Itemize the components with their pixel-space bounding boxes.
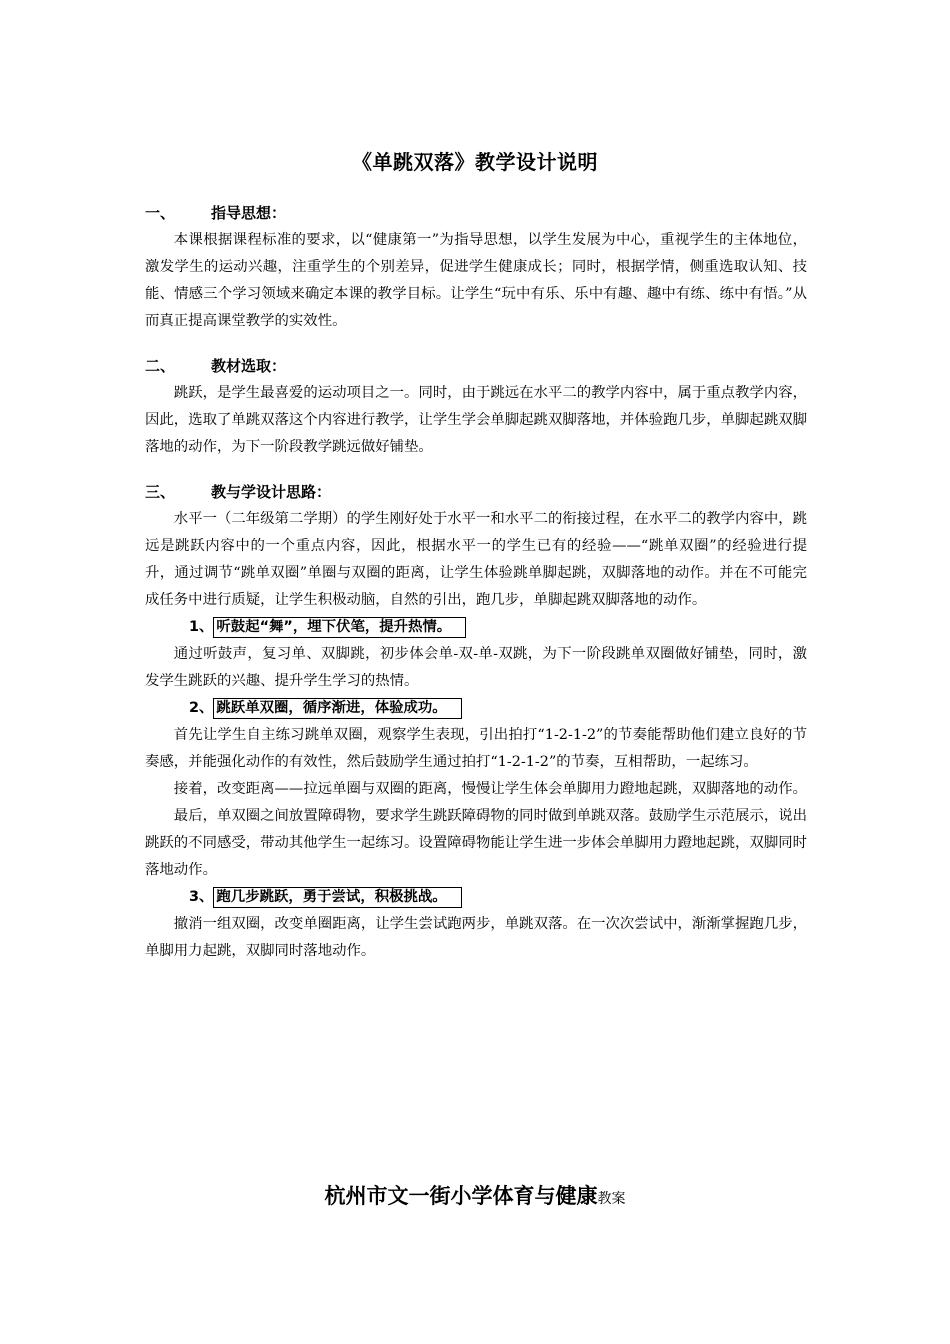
paragraph: 撤消一组双圈，改变单圈距离，让学生尝试跑两步，单跳双落。在一次次尝试中，渐渐掌握跑几步，单脚用力起跳，双脚同时落地动作。 (145, 916, 807, 959)
footer-school-name: 杭州市文一街小学体育与健康 (324, 1184, 598, 1208)
paragraph: 通过听鼓声，复习单、双脚跳，初步体会单-双-单-双跳，为下一阶段跳单双圈做好铺垫，同时，激发学生跳跃的兴趣、提升学生学习的热情。 (145, 646, 807, 689)
section-heading-2 (145, 353, 807, 380)
step-heading-2 (145, 695, 807, 722)
section-heading-3 (145, 479, 807, 506)
section-title: 指导思想： (211, 204, 287, 222)
step-heading-3 (145, 884, 807, 911)
section-title: 教材选取： (211, 357, 287, 375)
step-heading-1 (145, 614, 807, 641)
paragraph: 首先让学生自主练习跳单双圈，观察学生表现，引出拍打“1-2-1-2”的节奏能帮助他们建立良好的节奏感，并能强化动作的有效性，然后鼓励学生通过拍打“1-2-1-2”的节奏，互相帮助，一起练习。 (145, 727, 807, 770)
step-label-box: 听鼓起“舞”，埋下伏笔，提升热情。 (213, 617, 466, 638)
step-label-box: 跑几步跳跃，勇于尝试，积极挑战。 (213, 887, 461, 908)
page-footer (0, 1180, 950, 1210)
section-number: 一、 (145, 204, 176, 222)
document-title: 《单跳双落》教学设计说明 (352, 150, 598, 174)
step-number: 1、 (189, 619, 214, 635)
section-number: 三、 (145, 483, 176, 501)
section-number: 二、 (145, 357, 176, 375)
section-title: 教与学设计思路： (211, 483, 332, 501)
step-label-box: 跳跃单双圈，循序渐进，体验成功。 (213, 698, 461, 719)
paragraph: 跳跃，是学生最喜爱的运动项目之一。同时，由于跳远在水平二的教学内容中，属于重点教学内容，因此，选取了单跳双落这个内容进行教学，让学生学会单脚起跳双脚落地，并体验跑几步，单脚起跳双脚落地的动作，为下一阶段教学跳远做好铺垫。 (145, 385, 807, 455)
step-number: 3、 (189, 889, 214, 905)
section-heading-1 (145, 200, 807, 227)
step-number: 2、 (189, 700, 214, 716)
paragraph: 本课根据课程标准的要求，以“健康第一”为指导思想，以学生发展为中心，重视学生的主体地位，激发学生的运动兴趣，注重学生的个别差异，促进学生健康成长；同时，根据学情，侧重选取认知、技能、情感三个学习领域来确定本课的教学目标。让学生“玩中有乐、乐中有趣、趣中有练、练中有悟。”从而真正提高课堂教学的实效性。 (145, 232, 807, 329)
paragraph: 接着，改变距离——拉远单圈与双圈的距离，慢慢让学生体会单脚用力蹬地起跳，双脚落地的动作。 (173, 781, 807, 797)
document-body (145, 200, 807, 965)
paragraph: 最后，单双圈之间放置障碍物，要求学生跳跃障碍物的同时做到单跳双落。鼓励学生示范展示，说出跳跃的不同感受，带动其他学生一起练习。设置障碍物能让学生进一步体会单脚用力蹬地起跳，双脚同时落地动作。 (145, 808, 807, 878)
paragraph: 水平一（二年级第二学期）的学生刚好处于水平一和水平二的衔接过程，在水平二的教学内容中，跳远是跳跃内容中的一个重点内容，因此，根据水平一的学生已有的经验——“跳单双圈”的经验进行提升，通过调节“跳单双圈”单圈与双圈的距离，让学生体验跳单脚起跳，双脚落地的动作。并在不可能完成任务中进行质疑，让学生积极动脑，自然的引出，跑几步，单脚起跳双脚落地的动作。 (145, 511, 807, 608)
footer-suffix: 教案 (597, 1191, 626, 1207)
